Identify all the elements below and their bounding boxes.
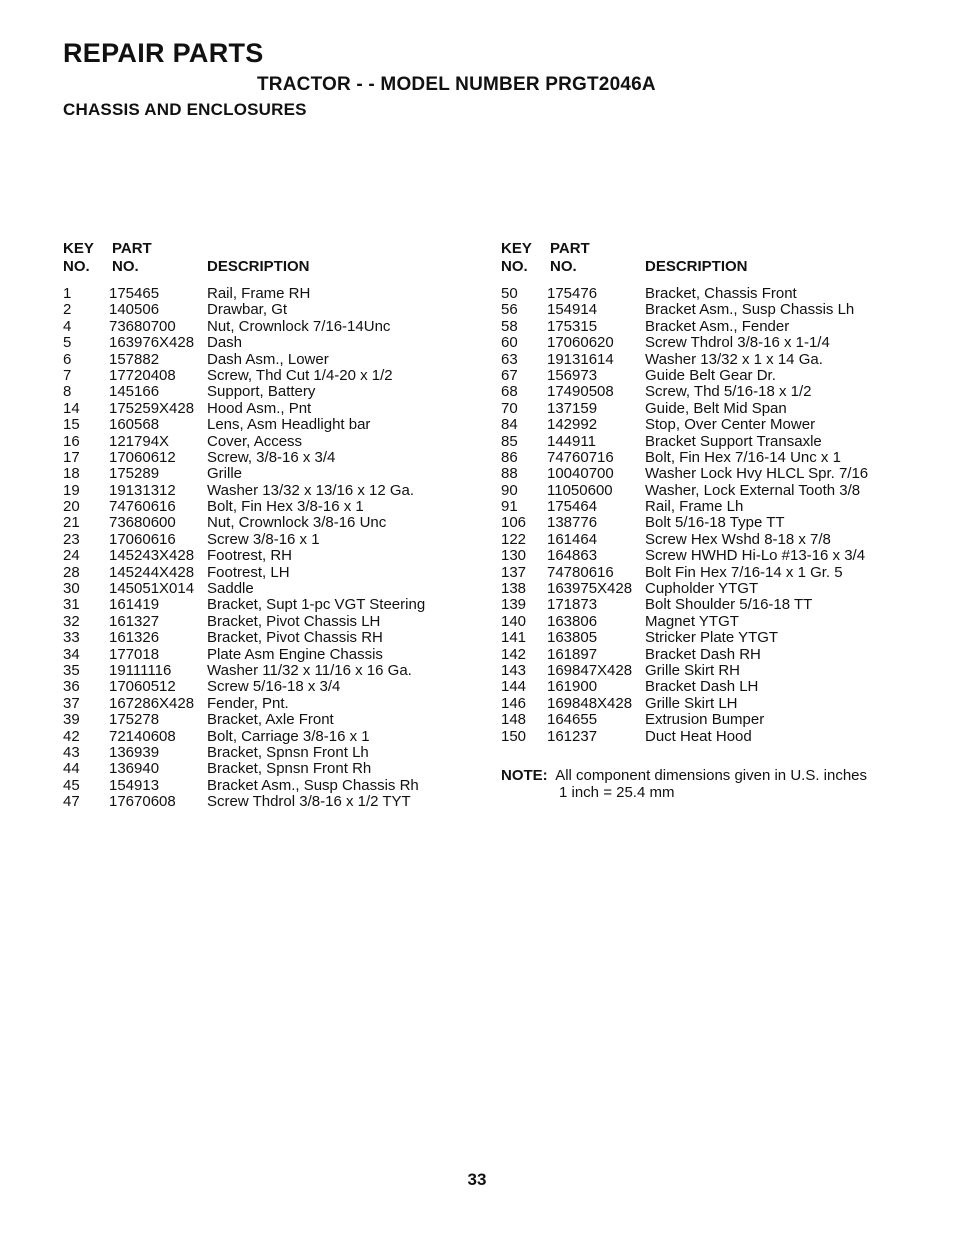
- key-no: 14: [63, 399, 80, 417]
- header-key: KEY: [63, 240, 94, 257]
- table-row: [501, 647, 901, 663]
- part-no: 163975X428: [547, 580, 633, 598]
- key-no: 148: [501, 711, 527, 729]
- table-row: [501, 630, 901, 646]
- key-no: 130: [501, 547, 527, 565]
- table-row: [501, 581, 901, 597]
- note-label: NOTE:: [501, 767, 548, 784]
- part-description: Rail, Frame Lh: [645, 498, 744, 516]
- key-no: 84: [501, 416, 518, 434]
- part-description: Nut, Crownlock 3/8-16 Unc: [207, 514, 387, 532]
- table-row: [501, 450, 901, 466]
- table-row: [63, 679, 463, 695]
- part-no: 175278: [109, 711, 160, 729]
- part-description: Lens, Asm Headlight bar: [207, 416, 371, 434]
- key-no: 43: [63, 743, 80, 761]
- key-no: 28: [63, 563, 80, 581]
- key-no: 144: [501, 678, 527, 696]
- table-row: [501, 319, 901, 335]
- table-row: [501, 499, 901, 515]
- table-row: [63, 499, 463, 515]
- table-row: [501, 663, 901, 679]
- part-no: 169847X428: [547, 661, 633, 679]
- part-no: 74780616: [547, 563, 614, 581]
- part-description: Grille Skirt RH: [645, 661, 741, 679]
- part-no: 177018: [109, 645, 160, 663]
- part-description: Stop, Over Center Mower: [645, 416, 816, 434]
- key-no: 6: [63, 350, 72, 368]
- part-description: Bracket Dash LH: [645, 678, 759, 696]
- table-row: [63, 483, 463, 499]
- key-no: 67: [501, 366, 518, 384]
- key-no: 16: [63, 432, 80, 450]
- table-row: [63, 417, 463, 433]
- part-no: 10040700: [547, 465, 614, 483]
- part-no: 144911: [547, 432, 596, 450]
- table-row: [63, 319, 463, 335]
- part-no: 74760716: [547, 448, 614, 466]
- table-row: [63, 532, 463, 548]
- key-no: 138: [501, 580, 527, 598]
- key-no: 70: [501, 399, 518, 417]
- table-row: [501, 565, 901, 581]
- part-no: 145166: [109, 383, 160, 401]
- table-row: [501, 335, 901, 351]
- key-no: 140: [501, 612, 527, 630]
- part-no: 145244X428: [109, 563, 195, 581]
- key-no: 44: [63, 760, 80, 778]
- table-row: [63, 745, 463, 761]
- key-no: 68: [501, 383, 518, 401]
- header-description: DESCRIPTION: [645, 258, 748, 275]
- table-row: [63, 302, 463, 318]
- key-no: 8: [63, 383, 72, 401]
- part-no: 161897: [547, 645, 598, 663]
- key-no: 33: [63, 629, 80, 647]
- part-no: 160568: [109, 416, 160, 434]
- key-no: 88: [501, 465, 518, 483]
- header-part-no: NO.: [112, 258, 139, 275]
- key-no: 63: [501, 350, 518, 368]
- key-no: 7: [63, 366, 72, 384]
- part-description: Guide, Belt Mid Span: [645, 399, 787, 417]
- table-row: [501, 417, 901, 433]
- note-text: All component dimensions given in U.S. inches: [555, 767, 868, 784]
- key-no: 18: [63, 465, 80, 483]
- table-row: [501, 614, 901, 630]
- key-no: 50: [501, 285, 518, 302]
- section-heading: CHASSIS AND ENCLOSURES: [63, 100, 307, 119]
- part-description: Fender, Pnt.: [207, 694, 289, 712]
- key-no: 1: [63, 285, 72, 302]
- key-no: 122: [501, 530, 527, 548]
- key-no: 39: [63, 711, 80, 729]
- page-number: 33: [467, 1170, 487, 1189]
- note: [501, 767, 867, 801]
- part-description: Bracket, Spnsn Front Lh: [207, 743, 369, 761]
- part-description: Screw 3/8-16 x 1: [207, 530, 320, 548]
- part-no: 175464: [547, 498, 598, 516]
- header-key: KEY: [501, 240, 532, 257]
- parts-table-left: [63, 240, 463, 811]
- part-description: Bolt Shoulder 5/16-18 TT: [645, 596, 813, 614]
- key-no: 150: [501, 727, 527, 745]
- part-no: 161326: [109, 629, 160, 647]
- table-row: [501, 679, 901, 695]
- key-no: 5: [63, 334, 72, 352]
- table-row: [63, 581, 463, 597]
- part-description: Bracket Dash RH: [645, 645, 761, 663]
- key-no: 36: [63, 678, 80, 696]
- part-no: 17060512: [109, 678, 176, 696]
- part-no: 161419: [109, 596, 160, 614]
- part-no: 140506: [109, 301, 160, 319]
- model-subtitle: TRACTOR - - MODEL NUMBER PRGT2046A: [257, 74, 656, 95]
- part-no: 161900: [547, 678, 598, 696]
- table-row: [63, 434, 463, 450]
- part-no: 74760616: [109, 498, 176, 516]
- part-description: Plate Asm Engine Chassis: [207, 645, 383, 663]
- part-no: 17490508: [547, 383, 614, 401]
- part-description: Bracket Asm., Fender: [645, 317, 790, 335]
- part-no: 175465: [109, 285, 160, 302]
- key-no: 4: [63, 317, 72, 335]
- part-description: Extrusion Bumper: [645, 711, 765, 729]
- part-description: Bolt, Carriage 3/8-16 x 1: [207, 727, 370, 745]
- part-description: Bolt, Fin Hex 3/8-16 x 1: [207, 498, 364, 516]
- table-row: [63, 597, 463, 613]
- table-row: [501, 515, 901, 531]
- key-no: 20: [63, 498, 80, 516]
- key-no: 85: [501, 432, 518, 450]
- table-row: [63, 696, 463, 712]
- table-row: [501, 483, 901, 499]
- key-no: 23: [63, 530, 80, 548]
- part-description: Washer Lock Hvy HLCL Spr. 7/16: [645, 465, 869, 483]
- parts-rows-right: [501, 286, 901, 745]
- part-no: 175259X428: [109, 399, 195, 417]
- table-row: [501, 597, 901, 613]
- key-no: 17: [63, 448, 80, 466]
- header-description: DESCRIPTION: [207, 258, 310, 275]
- part-description: Bracket Support Transaxle: [645, 432, 822, 450]
- part-description: Bracket, Pivot Chassis LH: [207, 612, 381, 630]
- table-row: [501, 302, 901, 318]
- table-row: [63, 515, 463, 531]
- table-row: [501, 712, 901, 728]
- table-row: [63, 352, 463, 368]
- table-row: [501, 352, 901, 368]
- part-description: Dash: [207, 334, 243, 352]
- table-row: [63, 712, 463, 728]
- part-description: Screw Thdrol 3/8-16 x 1-1/4: [645, 334, 830, 352]
- part-description: Grille: [207, 465, 243, 483]
- part-no: 164863: [547, 547, 598, 565]
- note-line-1: [501, 767, 867, 784]
- part-description: Cover, Access: [207, 432, 303, 450]
- part-description: Bracket, Axle Front: [207, 711, 334, 729]
- key-no: 56: [501, 301, 518, 319]
- part-no: 175476: [547, 285, 598, 302]
- part-no: 163976X428: [109, 334, 195, 352]
- table-row: [63, 647, 463, 663]
- table-row: [63, 663, 463, 679]
- table-row: [63, 368, 463, 384]
- part-no: 163806: [547, 612, 598, 630]
- key-no: 45: [63, 776, 80, 794]
- part-description: Washer 13/32 x 1 x 14 Ga.: [645, 350, 823, 368]
- table-header: [501, 240, 901, 286]
- part-no: 145051X014: [109, 580, 195, 598]
- table-row: [63, 401, 463, 417]
- part-no: 19131312: [109, 481, 176, 499]
- table-row: [63, 761, 463, 777]
- part-no: 142992: [547, 416, 598, 434]
- parts-table-right: [501, 240, 901, 745]
- part-description: Bracket, Spnsn Front Rh: [207, 760, 372, 778]
- part-description: Screw Hex Wshd 8-18 x 7/8: [645, 530, 831, 548]
- key-no: 86: [501, 448, 518, 466]
- part-description: Bolt 5/16-18 Type TT: [645, 514, 785, 532]
- key-no: 35: [63, 661, 80, 679]
- part-description: Magnet YTGT: [645, 612, 739, 630]
- part-description: Bracket Asm., Susp Chassis Lh: [645, 301, 855, 319]
- part-no: 154913: [109, 776, 160, 794]
- part-no: 17720408: [109, 366, 176, 384]
- key-no: 31: [63, 596, 80, 614]
- key-no: 90: [501, 481, 518, 499]
- part-no: 138776: [547, 514, 598, 532]
- key-no: 19: [63, 481, 80, 499]
- key-no: 47: [63, 793, 80, 811]
- table-row: [501, 729, 901, 745]
- header-no: NO.: [63, 258, 90, 275]
- page-title: REPAIR PARTS: [63, 38, 264, 68]
- table-row: [501, 434, 901, 450]
- part-no: 19131614: [547, 350, 614, 368]
- part-description: Dash Asm., Lower: [207, 350, 329, 368]
- part-description: Screw 5/16-18 x 3/4: [207, 678, 341, 696]
- key-no: 139: [501, 596, 527, 614]
- part-description: Screw, 3/8-16 x 3/4: [207, 448, 336, 466]
- table-row: [63, 794, 463, 810]
- part-description: Screw, Thd 5/16-18 x 1/2: [645, 383, 812, 401]
- part-no: 164655: [547, 711, 598, 729]
- table-row: [63, 729, 463, 745]
- part-description: Washer 11/32 x 11/16 x 16 Ga.: [207, 661, 412, 679]
- part-description: Guide Belt Gear Dr.: [645, 366, 776, 384]
- table-header: [63, 240, 463, 286]
- part-description: Bracket, Pivot Chassis RH: [207, 629, 383, 647]
- table-row: [63, 565, 463, 581]
- part-no: 175289: [109, 465, 160, 483]
- part-description: Washer 13/32 x 13/16 x 12 Ga.: [207, 481, 415, 499]
- part-no: 161327: [109, 612, 160, 630]
- table-row: [501, 286, 901, 302]
- part-no: 19111116: [109, 661, 172, 679]
- part-no: 167286X428: [109, 694, 195, 712]
- key-no: 137: [501, 563, 527, 581]
- table-row: [63, 548, 463, 564]
- header-part-no: NO.: [550, 258, 577, 275]
- part-description: Stricker Plate YTGT: [645, 629, 779, 647]
- part-description: Rail, Frame RH: [207, 285, 311, 302]
- part-no: 121794X: [109, 432, 170, 450]
- key-no: 37: [63, 694, 80, 712]
- part-no: 73680600: [109, 514, 176, 532]
- table-row: [63, 630, 463, 646]
- part-description: Footrest, LH: [207, 563, 290, 581]
- key-no: 42: [63, 727, 80, 745]
- key-no: 143: [501, 661, 527, 679]
- table-row: [501, 401, 901, 417]
- part-description: Washer, Lock External Tooth 3/8: [645, 481, 861, 499]
- key-no: 91: [501, 498, 518, 516]
- key-no: 58: [501, 317, 518, 335]
- key-no: 34: [63, 645, 80, 663]
- part-no: 157882: [109, 350, 160, 368]
- key-no: 142: [501, 645, 527, 663]
- part-description: Bracket, Supt 1-pc VGT Steering: [207, 596, 426, 614]
- part-description: Screw Thdrol 3/8-16 x 1/2 TYT: [207, 793, 411, 811]
- table-row: [501, 548, 901, 564]
- key-no: 21: [63, 514, 80, 532]
- table-row: [63, 778, 463, 794]
- part-no: 17060612: [109, 448, 176, 466]
- key-no: 15: [63, 416, 80, 434]
- key-no: 32: [63, 612, 80, 630]
- part-no: 72140608: [109, 727, 176, 745]
- key-no: 106: [501, 514, 527, 532]
- part-description: Bracket, Chassis Front: [645, 285, 797, 302]
- part-description: Duct Heat Hood: [645, 727, 752, 745]
- header-part: PART: [550, 240, 590, 257]
- table-row: [63, 614, 463, 630]
- key-no: 24: [63, 547, 80, 565]
- part-no: 171873: [547, 596, 598, 614]
- table-row: [63, 450, 463, 466]
- key-no: 141: [501, 629, 527, 647]
- table-row: [501, 532, 901, 548]
- part-description: Cupholder YTGT: [645, 580, 759, 598]
- header-no: NO.: [501, 258, 528, 275]
- part-no: 145243X428: [109, 547, 195, 565]
- part-no: 161237: [547, 727, 598, 745]
- part-description: Bracket Asm., Susp Chassis Rh: [207, 776, 419, 794]
- part-no: 17670608: [109, 793, 176, 811]
- part-no: 17060620: [547, 334, 614, 352]
- key-no: 30: [63, 580, 80, 598]
- part-description: Support, Battery: [207, 383, 316, 401]
- note-line-2: 1 inch = 25.4 mm: [559, 784, 675, 801]
- table-row: [63, 384, 463, 400]
- part-description: Bolt, Fin Hex 7/16-14 Unc x 1: [645, 448, 841, 466]
- part-no: 136940: [109, 760, 160, 778]
- key-no: 146: [501, 694, 527, 712]
- table-row: [501, 696, 901, 712]
- part-description: Screw, Thd Cut 1/4-20 x 1/2: [207, 366, 393, 384]
- part-no: 163805: [547, 629, 598, 647]
- part-no: 156973: [547, 366, 598, 384]
- key-no: 60: [501, 334, 518, 352]
- table-row: [63, 335, 463, 351]
- part-no: 137159: [547, 399, 598, 417]
- part-description: Nut, Crownlock 7/16-14Unc: [207, 317, 391, 335]
- part-description: Screw HWHD Hi-Lo #13-16 x 3/4: [645, 547, 866, 565]
- header-part: PART: [112, 240, 152, 257]
- part-no: 154914: [547, 301, 598, 319]
- part-no: 175315: [547, 317, 598, 335]
- part-description: Footrest, RH: [207, 547, 293, 565]
- table-row: [501, 466, 901, 482]
- part-description: Bolt Fin Hex 7/16-14 x 1 Gr. 5: [645, 563, 843, 581]
- part-no: 169848X428: [547, 694, 633, 712]
- key-no: 2: [63, 301, 72, 319]
- part-no: 73680700: [109, 317, 176, 335]
- parts-rows-left: [63, 286, 463, 811]
- part-description: Hood Asm., Pnt: [207, 399, 312, 417]
- table-row: [501, 368, 901, 384]
- table-row: [501, 384, 901, 400]
- part-description: Saddle: [207, 580, 254, 598]
- part-no: 11050600: [547, 481, 613, 499]
- part-no: 136939: [109, 743, 160, 761]
- table-row: [63, 286, 463, 302]
- part-no: 17060616: [109, 530, 176, 548]
- part-description: Drawbar, Gt: [207, 301, 288, 319]
- table-row: [63, 466, 463, 482]
- part-description: Grille Skirt LH: [645, 694, 738, 712]
- part-no: 161464: [547, 530, 598, 548]
